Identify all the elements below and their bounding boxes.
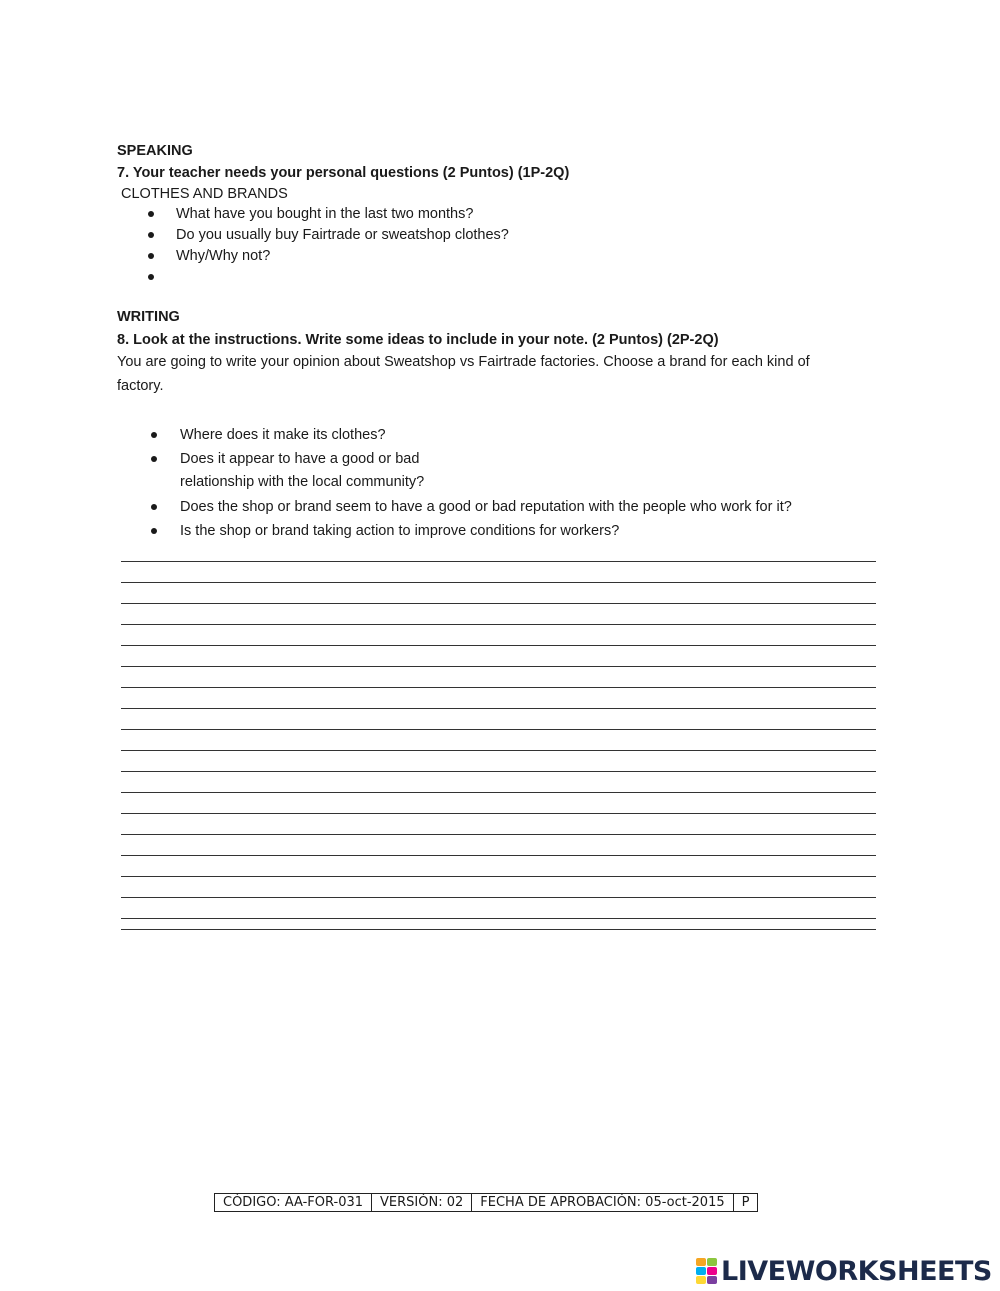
- speaking-bullet: What have you bought in the last two months?: [176, 206, 474, 222]
- footer-fecha: FECHA DE APROBACIÓN: 05-oct-2015: [472, 1194, 733, 1212]
- answer-line[interactable]: [121, 645, 876, 646]
- answer-line[interactable]: [121, 918, 876, 919]
- writing-instructions-cont: factory.: [117, 378, 164, 394]
- writing-heading: WRITING: [117, 309, 180, 325]
- answer-line[interactable]: [121, 855, 876, 856]
- answer-line[interactable]: [121, 603, 876, 604]
- logo-square: [707, 1258, 717, 1266]
- logo-square: [707, 1267, 717, 1275]
- answer-line[interactable]: [121, 750, 876, 751]
- writing-bullet: Is the shop or brand taking action to improve conditions for workers?: [180, 523, 620, 539]
- bullet-dot: [151, 432, 157, 438]
- speaking-bullet: Do you usually buy Fairtrade or sweatshop clothes?: [176, 227, 509, 243]
- writing-bullet-continuation: relationship with the local community?: [180, 474, 425, 490]
- bullet-dot: [148, 211, 154, 217]
- bullet-dot: [148, 253, 154, 259]
- answer-line[interactable]: [121, 708, 876, 709]
- writing-instructions: You are going to write your opinion about Sweatshop vs Fairtrade factories. Choose a brand for each kind of: [117, 354, 810, 370]
- bullet-dot: [151, 504, 157, 510]
- answer-line[interactable]: [121, 876, 876, 877]
- writing-bullet: Where does it make its clothes?: [180, 427, 386, 443]
- footer-page: P: [733, 1194, 758, 1212]
- answer-line[interactable]: [121, 771, 876, 772]
- bullet-dot: [148, 232, 154, 238]
- writing-bullet: Does the shop or brand seem to have a good or bad reputation with the people who work for it?: [180, 499, 792, 515]
- answer-line[interactable]: [121, 582, 876, 583]
- answer-line[interactable]: [121, 687, 876, 688]
- liveworksheets-logo[interactable]: [696, 1256, 992, 1286]
- logo-square: [696, 1258, 706, 1266]
- answer-line[interactable]: [121, 729, 876, 730]
- answer-line[interactable]: [121, 929, 876, 930]
- answer-line[interactable]: [121, 897, 876, 898]
- answer-line[interactable]: [121, 792, 876, 793]
- answer-line[interactable]: [121, 624, 876, 625]
- bullet-dot: [148, 274, 154, 280]
- footer-codigo: CÓDIGO: AA-FOR-031: [215, 1194, 372, 1212]
- speaking-heading: SPEAKING: [117, 143, 193, 159]
- answer-line[interactable]: [121, 666, 876, 667]
- speaking-bullet: Why/Why not?: [176, 248, 271, 264]
- answer-line[interactable]: [121, 834, 876, 835]
- logo-square: [696, 1276, 706, 1284]
- bullet-dot: [151, 456, 157, 462]
- speaking-question: 7. Your teacher needs your personal questions (2 Puntos) (1P-2Q): [117, 165, 570, 181]
- footer-version: VERSIÓN: 02: [372, 1194, 472, 1212]
- writing-bullet: Does it appear to have a good or bad: [180, 451, 420, 467]
- speaking-topic: CLOTHES AND BRANDS: [121, 186, 288, 202]
- logo-square: [707, 1276, 717, 1284]
- logo-square: [696, 1267, 706, 1275]
- liveworksheets-logo-icon: [696, 1258, 717, 1284]
- liveworksheets-wordmark: LIVEWORKSHEETS: [721, 1255, 992, 1287]
- writing-question: 8. Look at the instructions. Write some ideas to include in your note. (2 Puntos) (2P-2Q): [117, 332, 719, 348]
- document-control-footer: [214, 1193, 758, 1212]
- bullet-dot: [151, 528, 157, 534]
- answer-line[interactable]: [121, 813, 876, 814]
- answer-line[interactable]: [121, 561, 876, 562]
